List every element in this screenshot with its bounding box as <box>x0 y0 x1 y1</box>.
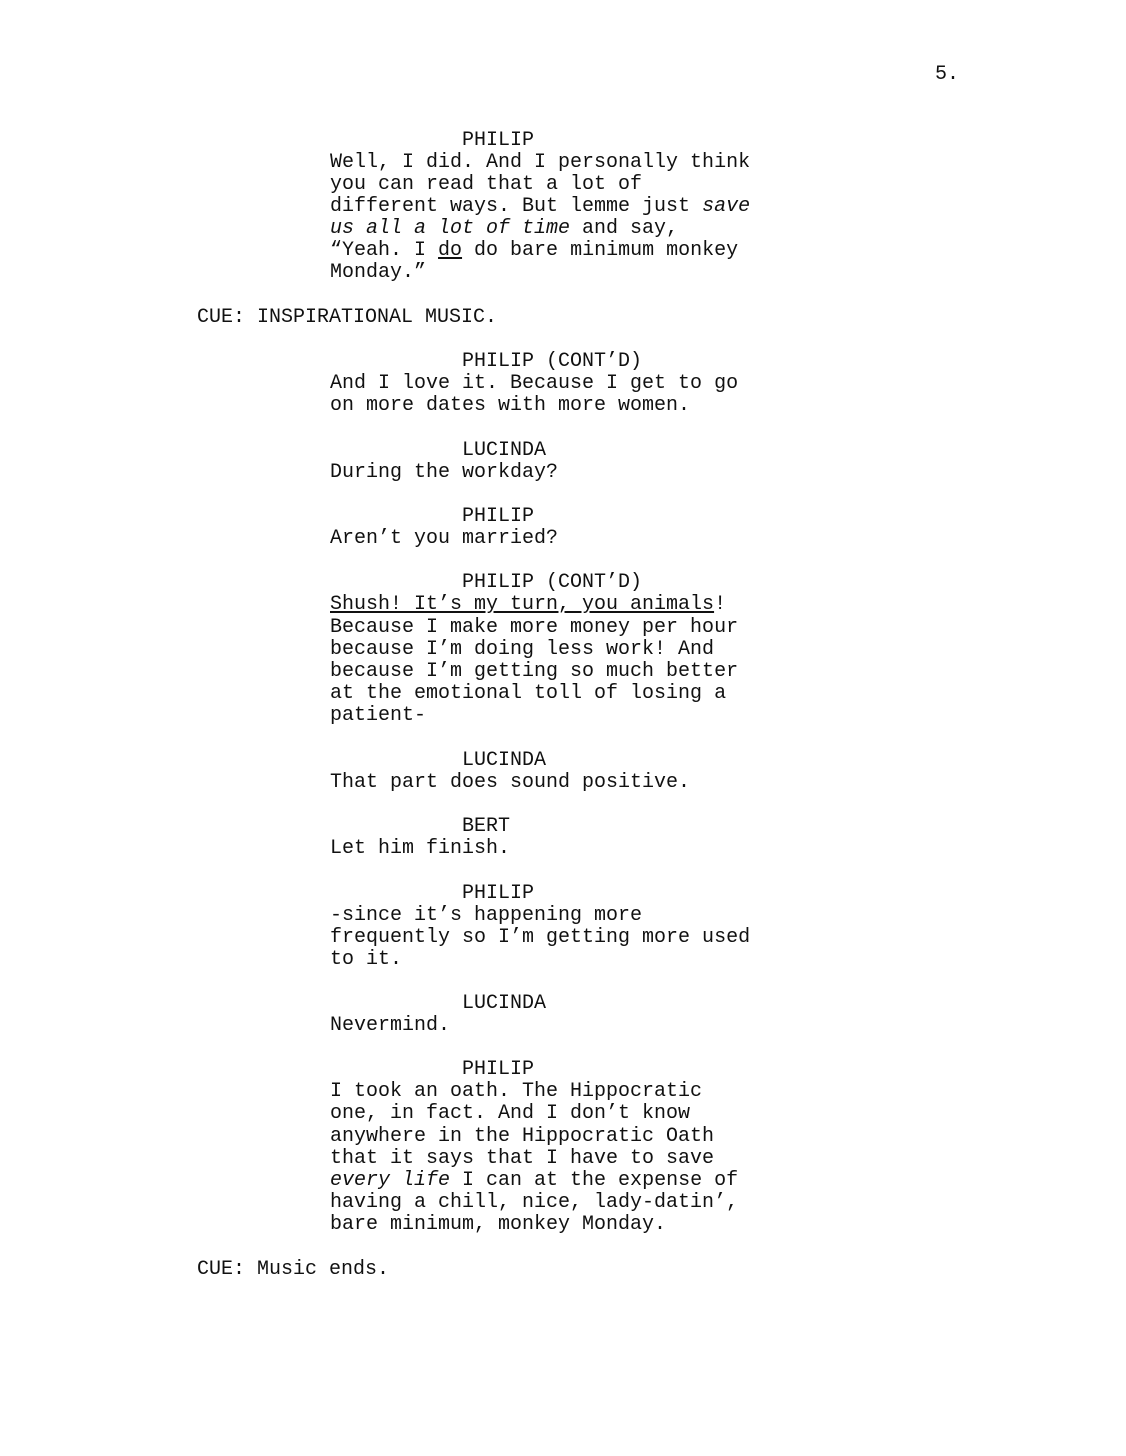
dialogue-line: one, in fact. And I don’t know <box>330 1102 691 1125</box>
action-cue: CUE: INSPIRATIONAL MUSIC. <box>197 306 498 329</box>
dialogue-text: do bare minimum monkey <box>462 239 739 262</box>
dialogue-line: frequently so I’m getting more used <box>330 926 751 949</box>
dialogue-italic-text: us all a lot of time <box>330 217 571 240</box>
dialogue-text: different ways. But lemme just <box>330 195 703 218</box>
dialogue-line: you can read that a lot of <box>330 173 643 196</box>
dialogue-line: because I’m getting so much better <box>330 660 739 683</box>
dialogue-line: on more dates with more women. <box>330 394 691 417</box>
character-name: LUCINDA <box>462 439 547 462</box>
character-name: PHILIP <box>462 882 535 905</box>
character-name: BERT <box>462 815 511 838</box>
dialogue-line <box>330 1170 738 1192</box>
dialogue-line: bare minimum, monkey Monday. <box>330 1213 667 1236</box>
dialogue-text: I can at the expense of <box>450 1169 739 1192</box>
dialogue-line: During the workday? <box>330 461 559 484</box>
dialogue-italic-text: every life <box>330 1169 451 1192</box>
dialogue-line: that it says that I have to save <box>330 1147 715 1170</box>
dialogue-line: Let him finish. <box>330 837 511 860</box>
dialogue-line: Because I make more money per hour <box>330 616 739 639</box>
dialogue-text: “Yeah. I <box>330 239 439 262</box>
dialogue-italic-text: save <box>702 195 751 218</box>
dialogue-line: Nevermind. <box>330 1014 451 1037</box>
dialogue-underlined-text: do <box>438 239 463 262</box>
dialogue-line: having a chill, nice, lady-datin’, <box>330 1191 739 1214</box>
dialogue-line <box>330 196 750 218</box>
character-name: PHILIP <box>462 1058 535 1081</box>
dialogue-line: Well, I did. And I personally think <box>330 151 751 174</box>
character-name: LUCINDA <box>462 749 547 772</box>
dialogue-line <box>330 240 738 262</box>
character-name: PHILIP <box>462 505 535 528</box>
dialogue-text: ! <box>714 593 727 616</box>
dialogue-line: -since it’s happening more <box>330 904 643 927</box>
page-number: 5. <box>935 63 960 86</box>
dialogue-line: patient- <box>330 704 427 727</box>
dialogue-line <box>330 594 726 616</box>
character-name: PHILIP <box>462 129 535 152</box>
dialogue-line: Monday.” <box>330 261 427 284</box>
dialogue-line: to it. <box>330 948 403 971</box>
dialogue-line: I took an oath. The Hippocratic <box>330 1080 703 1103</box>
character-name: PHILIP (CONT’D) <box>462 350 643 373</box>
dialogue-line <box>330 218 678 240</box>
character-name: PHILIP (CONT’D) <box>462 571 643 594</box>
action-cue: CUE: Music ends. <box>197 1258 390 1281</box>
dialogue-line: Aren’t you married? <box>330 527 559 550</box>
character-name: LUCINDA <box>462 992 547 1015</box>
dialogue-line: anywhere in the Hippocratic Oath <box>330 1125 715 1148</box>
dialogue-text: and say, <box>570 217 679 240</box>
dialogue-line: That part does sound positive. <box>330 771 691 794</box>
dialogue-underlined-text: Shush! It’s my turn, you animals <box>330 593 715 616</box>
dialogue-line: at the emotional toll of losing a <box>330 682 727 705</box>
dialogue-line: because I’m doing less work! And <box>330 638 715 661</box>
dialogue-line: And I love it. Because I get to go <box>330 372 739 395</box>
